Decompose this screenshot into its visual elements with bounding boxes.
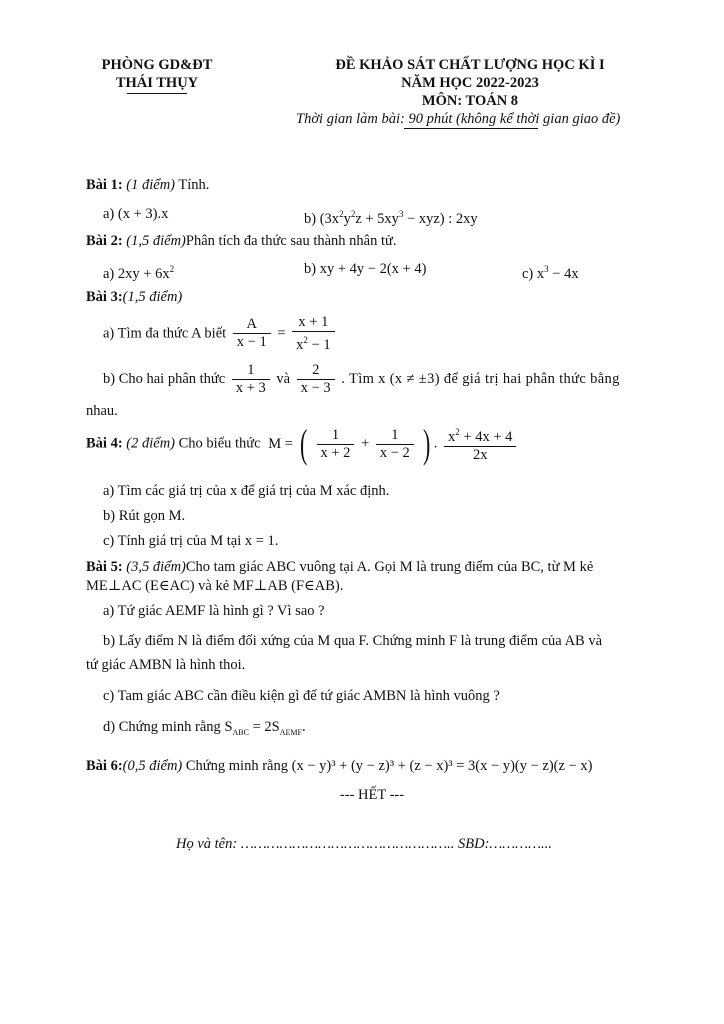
b1-b-part3: z + 5xy — [355, 210, 399, 227]
b6-line — [86, 757, 656, 775]
b3-b-and: và — [276, 371, 291, 387]
b4-title: Bài 4: — [86, 435, 123, 452]
b5-title: Bài 5: — [86, 559, 123, 575]
b5-points: (3,5 điểm) — [122, 559, 186, 575]
b4-plus: + — [361, 435, 370, 452]
b3-a — [103, 314, 338, 354]
b3-b-den2: x − 3 — [297, 379, 335, 397]
b5-c: c) Tam giác ABC cần điều kiện gì để tứ giác AMBN là hình vuông ? — [103, 688, 500, 704]
b4-paren-close: ) — [423, 421, 431, 466]
b4-a: a) Tìm các giá trị của x để giá trị của M xác định. — [103, 483, 390, 499]
district-name: THÁI THỤY — [115, 75, 199, 91]
b5-text1: Cho tam giác ABC vuông tại A. Gọi M là trung điểm của BC, từ M kẻ — [185, 559, 594, 575]
b3-a-text: a) Tìm đa thức A biết — [103, 325, 227, 342]
b5-a: a) Tứ giác AEMF là hình gì ? Vì sao ? — [103, 603, 325, 619]
b3-a-frac2 — [292, 314, 334, 354]
b2-a — [103, 260, 174, 283]
b3-points: (1,5 điểm) — [122, 289, 183, 305]
b2-a-sup: 2 — [169, 264, 175, 274]
b5-b-line1: b) Lấy điểm N là điểm đối xứng của M qua F. Chứng minh F là trung điểm của AB và — [103, 633, 603, 649]
b4-paren-open: ( — [299, 421, 307, 466]
b4-dot: . — [433, 435, 438, 452]
b3-b-text1: b) Cho hai phân thức — [103, 371, 226, 387]
b4-num1: 1 — [331, 426, 340, 443]
b1-title: Bài 1: — [86, 177, 123, 193]
b3-b-text2: . Tìm x (x ≠ ±3) để giá trị hai phân thức bằng — [341, 371, 620, 387]
header-underline-left — [127, 93, 187, 94]
b5-b-line2: tứ giác AMBN là hình thoi. — [86, 657, 246, 673]
b3-a-den2-pre: x — [296, 336, 304, 353]
b6-title: Bài 6: — [86, 758, 123, 774]
b4-frac2 — [376, 427, 414, 462]
b4-text: Cho biểu thức — [175, 435, 261, 452]
b2-c-expr-pre: x — [536, 265, 545, 282]
header-underline-right — [404, 128, 538, 129]
b2-a-expr: 2xy + 6x — [117, 265, 170, 282]
b4-num3 — [444, 424, 516, 446]
b1-b-expr — [320, 211, 478, 227]
b1-points: (1 điểm) — [122, 177, 175, 193]
b4-num3-sup: 2 — [455, 427, 460, 438]
b4-den3: 2x — [444, 446, 516, 464]
b3-b-frac1 — [232, 362, 270, 397]
time-prefix: Thời gian làm bài: — [296, 111, 405, 127]
b4-m-eq: M = — [268, 435, 293, 452]
b1-a — [103, 205, 168, 223]
b4-frac1 — [317, 427, 355, 462]
b3-b-line1 — [103, 362, 656, 397]
b3-heading — [86, 288, 656, 306]
b3-b-text3: nhau. — [86, 403, 118, 419]
b1-b-label: b) — [304, 210, 317, 227]
b1-b-sup1: 2 — [339, 209, 344, 219]
b4-num2: 1 — [391, 426, 399, 443]
b2-c-sup: 3 — [544, 264, 549, 274]
b5-d-end: . — [301, 719, 306, 735]
b2-b — [304, 260, 426, 278]
b4-b: b) Rút gọn M. — [103, 508, 186, 524]
b2-b-label: b) — [304, 261, 317, 277]
b2-b-expr: xy + 4y − 2(x + 4) — [319, 261, 427, 277]
b2-c-label: c) — [522, 265, 534, 282]
b3-b-frac2 — [297, 362, 335, 397]
b3-a-den2-post: − 1 — [307, 336, 331, 353]
b5-d-mid: = 2S — [248, 719, 280, 735]
b1-b-part2: y — [343, 210, 351, 227]
b4-c: c) Tính giá trị của M tại x = 1. — [103, 533, 279, 549]
b2-text: Phân tích đa thức sau thành nhân tử. — [185, 233, 397, 249]
b4-num3-post: + 4x + 4 — [459, 428, 513, 445]
b2-heading — [86, 232, 656, 250]
b3-b-num2: 2 — [312, 362, 320, 378]
b4-heading — [86, 421, 519, 466]
b5-d-sub1: ABC — [232, 727, 249, 737]
b4-den2: x − 2 — [376, 444, 414, 462]
b3-a-den1: x − 1 — [233, 333, 271, 351]
b3-b-num1: 1 — [247, 362, 255, 378]
school-year: NĂM HỌC 2022-2023 — [401, 75, 539, 91]
b5-line2: ME⊥AC (E∈AC) và kẻ MF⊥AB (F∈AB). — [86, 578, 344, 594]
b3-a-num1: A — [246, 316, 257, 333]
b5-d-pre: d) Chứng minh rằng — [103, 719, 221, 735]
footer-name-sbd: Họ và tên: ………………………………………….. SBD:…………... — [176, 836, 552, 852]
b2-a-label: a) — [103, 265, 115, 282]
b6-points: (0,5 điểm) — [122, 758, 183, 774]
subject: MÔN: TOÁN 8 — [421, 93, 519, 109]
b6-text: Chứng minh rằng — [182, 758, 288, 774]
b5-d-s1: S — [224, 719, 233, 735]
b3-b-den1: x + 3 — [232, 379, 270, 397]
b6-expr: (x − y)³ + (y − z)³ + (z − x)³ = 3(x − y)(y − z)(z − x) — [291, 758, 593, 774]
exam-title: ĐỀ KHẢO SÁT CHẤT LƯỢNG HỌC KÌ I — [335, 57, 605, 73]
b3-a-eq: = — [277, 325, 286, 342]
time-value: 90 phút (không kể thời gian giao đề) — [404, 111, 621, 127]
b5-d-sub2: AEMF — [279, 727, 302, 737]
b3-a-frac1 — [233, 316, 271, 351]
b4-num3-pre: x — [448, 428, 456, 445]
b1-b-sup3: 3 — [398, 209, 404, 219]
b5-d — [103, 718, 673, 742]
time-limit — [296, 110, 620, 128]
b3-a-num2: x + 1 — [298, 314, 329, 330]
b1-heading — [86, 176, 656, 194]
dept-name: PHÒNG GD&ĐT — [101, 57, 213, 73]
b2-c-expr-post: − 4x — [548, 265, 579, 282]
b3-title: Bài 3: — [86, 289, 123, 305]
b1-text: Tính. — [175, 177, 210, 193]
b2-c — [522, 260, 579, 283]
b3-a-den2-sup: 2 — [303, 335, 308, 345]
b1-a-label: a) — [103, 206, 115, 222]
b4-den1: x + 2 — [317, 444, 355, 462]
b2-title: Bài 2: — [86, 233, 123, 249]
end-mark: --- HẾT --- — [339, 787, 405, 803]
b1-b-part1: (3x — [319, 210, 340, 227]
b4-points: (2 điểm) — [122, 435, 175, 452]
b3-b-line2 — [86, 402, 656, 420]
b1-b-sup2: 2 — [350, 209, 356, 219]
b1-b — [304, 205, 478, 228]
b1-b-part4: − xyz) : 2xy — [403, 210, 478, 227]
b4-frac3 — [444, 424, 516, 464]
b2-points: (1,5 điểm) — [122, 233, 186, 249]
b3-a-den2 — [292, 331, 334, 354]
b1-a-expr: (x + 3).x — [117, 206, 169, 222]
b5-line1 — [86, 558, 656, 576]
